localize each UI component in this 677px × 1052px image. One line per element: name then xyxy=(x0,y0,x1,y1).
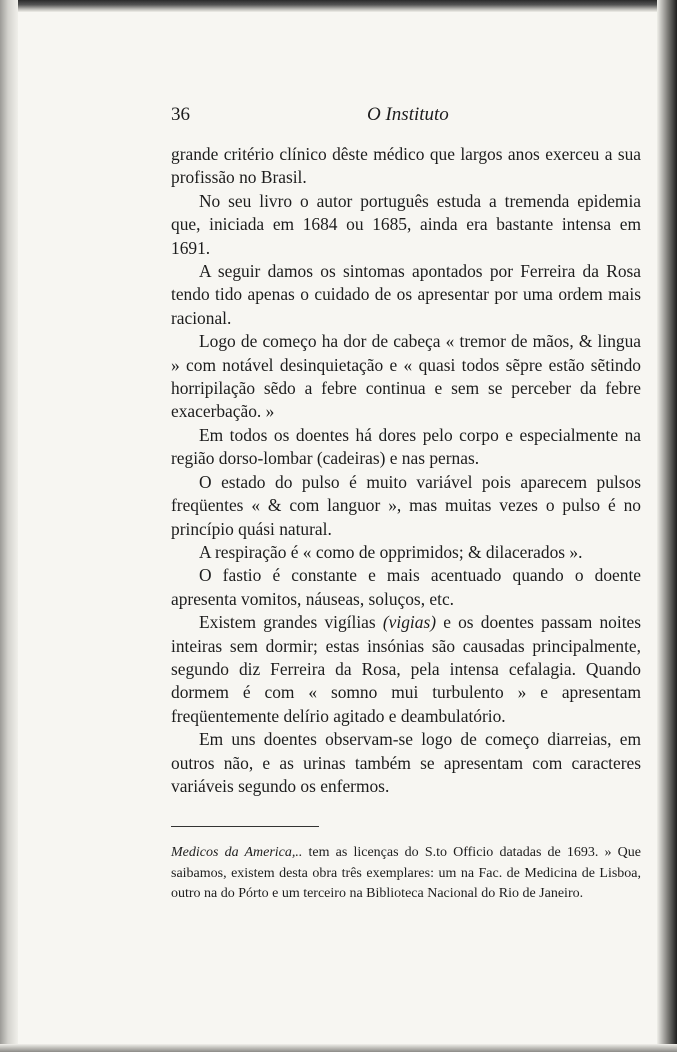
paragraph: Em todos os doentes há dores pelo corpo e especialmente na região dorso-lombar (cadeiras) e nas pernas. xyxy=(171,424,641,469)
paragraph: A seguir damos os sintomas apontados por Ferreira da Rosa tendo tido apenas o cuidado de os apresentar por uma ordem mais racional. xyxy=(171,261,641,328)
scan-right-edge xyxy=(657,0,677,1052)
paragraph: O fastio é constante e mais acentuado quando o doente apresenta vomitos, náuseas, soluços, etc. xyxy=(171,565,641,609)
book-gutter xyxy=(0,0,18,1052)
running-header xyxy=(171,104,641,130)
scan-top-edge xyxy=(0,0,677,12)
paragraph: Logo de começo ha dor de cabeça « tremor de mãos, & lingua » com notável desinquietação e « quasi todos sẽpre estão sẽtindo horripilação sẽdo a febre continua e sem se perceber da febre exacerbação. » xyxy=(171,331,641,422)
paragraph: A respiração é « como de opprimidos; & dilacerados ». xyxy=(199,541,583,562)
footnote-rule xyxy=(171,826,319,827)
paragraph: O estado do pulso é muito variável pois aparecem pulsos freqüentes « & com languor », mas muitas vezes o pulso é no princípio quási natural. xyxy=(171,471,641,539)
paragraph xyxy=(171,611,641,728)
italic-term: (vigias) xyxy=(382,612,436,633)
footnote xyxy=(171,843,641,905)
scan-bottom-edge xyxy=(0,1044,677,1052)
paragraph: Em uns doentes observam-se logo de começo diarreias, em outros não, e as urinas também se apresentam com caracteres variáveis segundo os enfermos. xyxy=(171,729,641,796)
footnote-text: tem as licenças do S.to Officio datadas de 1693. » Que saibamos, existem desta obra três exemplares: um na Fac. de Medicina de Lisboa, outro na do Pórto e um terceiro na Biblioteca Nacional do Rio de Janeiro. xyxy=(171,845,642,901)
running-title: O Instituto xyxy=(367,104,449,125)
body-text xyxy=(171,143,641,798)
paragraph-text: e os doentes passam noites inteiras sem dormir; estas insónias são causadas principalmente, segundo diz Ferreira da Rosa, pela intensa cefalagia. Quando dormem é com « somno mui turbulento » e apresentam freqüentemente delírio agitado e deambulatório. xyxy=(171,612,642,726)
footnote-lead: Medicos da America,.. xyxy=(171,845,303,860)
paragraph: grande critério clínico dêste médico que largos anos exerceu a sua profissão no Brasil. xyxy=(171,144,641,188)
paragraph: No seu livro o autor português estuda a tremenda epidemia que, iniciada em 1684 ou 1685, ainda era bastante intensa em 1691. xyxy=(171,190,641,258)
page-number: 36 xyxy=(171,104,190,125)
paragraph-text: Existem grandes vigílias xyxy=(199,612,383,633)
